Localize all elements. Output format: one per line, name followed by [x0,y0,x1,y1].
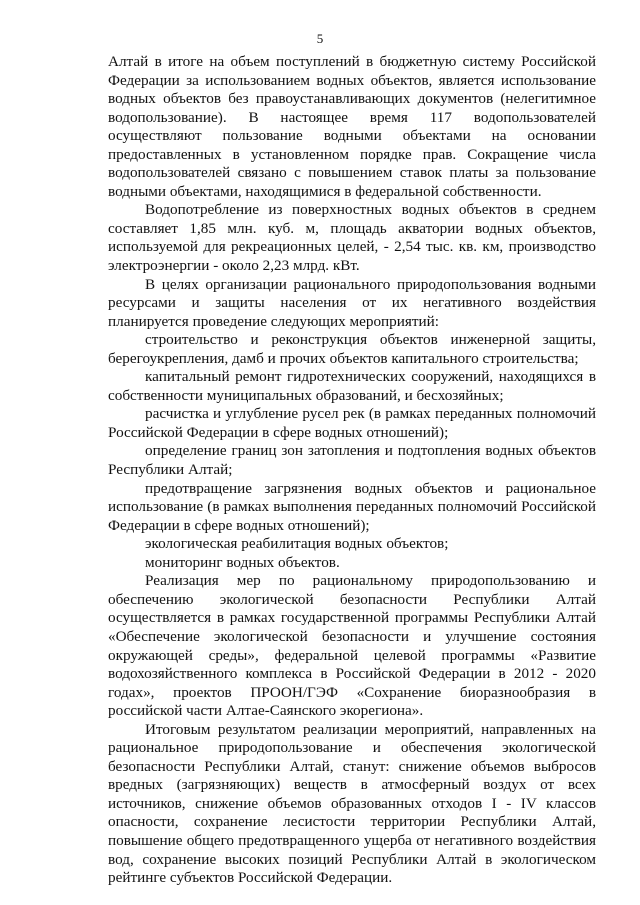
page-number: 5 [316,31,324,46]
paragraph: предотвращение загрязнения водных объектов и рациональное использование (в рамках выполнения переданных полномочий Российской Федерации в сфере водных отношений); [108,479,596,534]
paragraph: расчистка и углубление русел рек (в рамках переданных полномочий Российской Федерации в сфере водных отношений); [108,405,596,441]
paragraph: Алтай в итоге на объем поступлений в бюджетную систему Российской Федерации за использованием водных объектов, является использование водных объектов без правоустанавливающих документов (нелегитимное водопользование). В настоящее время 117 водопользователей осуществляют пользование водными объектами на основании предоставленных в установленном порядке прав. Сокращение числа водопользователей связано с повышением ставок платы за пользование водными объектами, находящимися в федеральной собственности. [108,53,596,200]
paragraph: экологическая реабилитация водных объектов; [145,535,449,553]
paragraph: В целях организации рационального природопользования водными ресурсами и защиты населения от их негативного воздействия планируется проведение следующих мероприятий: [108,275,596,330]
paragraph: определение границ зон затопления и подтопления водных объектов Республики Алтай; [108,442,596,479]
paragraph: Итоговым результатом реализации мероприятий, направленных на рациональное природопользование и обеспечения экологической безопасности Республики Алтай, станут: снижение объемов выбросов вредных (загрязняющих) веществ в атмосферный воздух от всех источников, снижение объемов образованных отходов I - IV классов опасности, сохранение лесистости территории Республики Алтай, повышение общего предотвращенного ущерба от негативного воздействия вод, сохранение высоких позиций Республики Алтай в экологическом рейтинге субъектов Российской Федерации. [108,720,596,887]
paragraph: строительство и реконструкция объектов инженерной защиты, берегоукрепления, дамб и прочих объектов капитального строительства; [108,331,596,367]
paragraph: Реализация мер по рациональному природопользованию и обеспечению экологической безопасности Республики Алтай осуществляется в рамках государственной программы Республики Алтай «Обеспечение экологической безопасности и улучшение состояния окружающей среды», федеральной целевой программы «Развитие водохозяйственного комплекса в Российской Федерации в 2012 - 2020 годах», проектов ПРООН/ГЭФ «Сохранение биоразнообразия в российской части Алтае-Саянского экорегиона». [108,572,596,720]
paragraph: Водопотребление из поверхностных водных объектов в среднем составляет 1,85 млн. куб. м, площадь акватории водных объектов, используемой для рекреационных целей, - 2,54 тыс. кв. км, производство электроэнергии - около 2,23 млрд. кВт. [108,201,596,275]
paragraph: мониторинг водных объектов. [145,553,340,571]
document-body [108,53,596,888]
paragraph: капитальный ремонт гидротехнических сооружений, находящихся в собственности муниципальных образований, и бесхозяйных; [108,368,596,404]
